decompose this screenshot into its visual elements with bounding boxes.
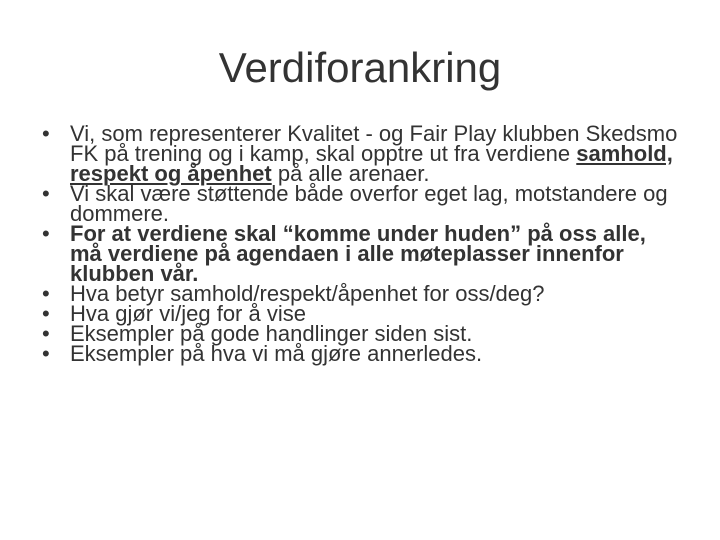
bullet-text <box>70 121 677 186</box>
bullet-list <box>42 121 682 366</box>
bullet-dot: • <box>42 321 50 346</box>
bullet-text: Vi skal være støttende både overfor eget lag, motstandere og dommere. <box>70 181 668 226</box>
bullet-text: Hva betyr samhold/respekt/åpenhet for oss/deg? <box>70 281 545 306</box>
bullet-text: Eksempler på hva vi må gjøre annerledes. <box>70 341 483 366</box>
bullet-item <box>42 121 682 186</box>
bullet-dot: • <box>42 121 50 146</box>
bullet-dot: • <box>42 181 50 206</box>
bullet-dot: • <box>42 301 50 326</box>
bullet-dot: • <box>42 341 50 366</box>
bullet-text: Hva gjør vi/jeg for å vise <box>70 301 306 326</box>
bullet-dot: • <box>42 221 50 246</box>
bullet-item <box>42 181 682 226</box>
bullet-dot: • <box>42 281 50 306</box>
bullet-text-part: på alle arenaer. <box>271 161 430 186</box>
slide-title: Verdiforankring <box>218 44 502 91</box>
bullet-text: Eksempler på gode handlinger siden sist. <box>70 321 473 346</box>
bullet-text-part: Vi, som representerer Kvalitet - og Fair Play klubben Skedsmo FK på trening og i kamp, skal opptre ut fra verdiene <box>70 121 678 166</box>
bullet-item <box>42 341 682 366</box>
bullet-text: For at verdiene skal “komme under huden” på oss alle, må verdiene på agendaen i alle møteplasser innenfor klubben vår. <box>70 221 646 286</box>
values-emphasis: samhold, respekt og åpenhet <box>70 141 673 186</box>
bullet-item <box>42 221 682 286</box>
